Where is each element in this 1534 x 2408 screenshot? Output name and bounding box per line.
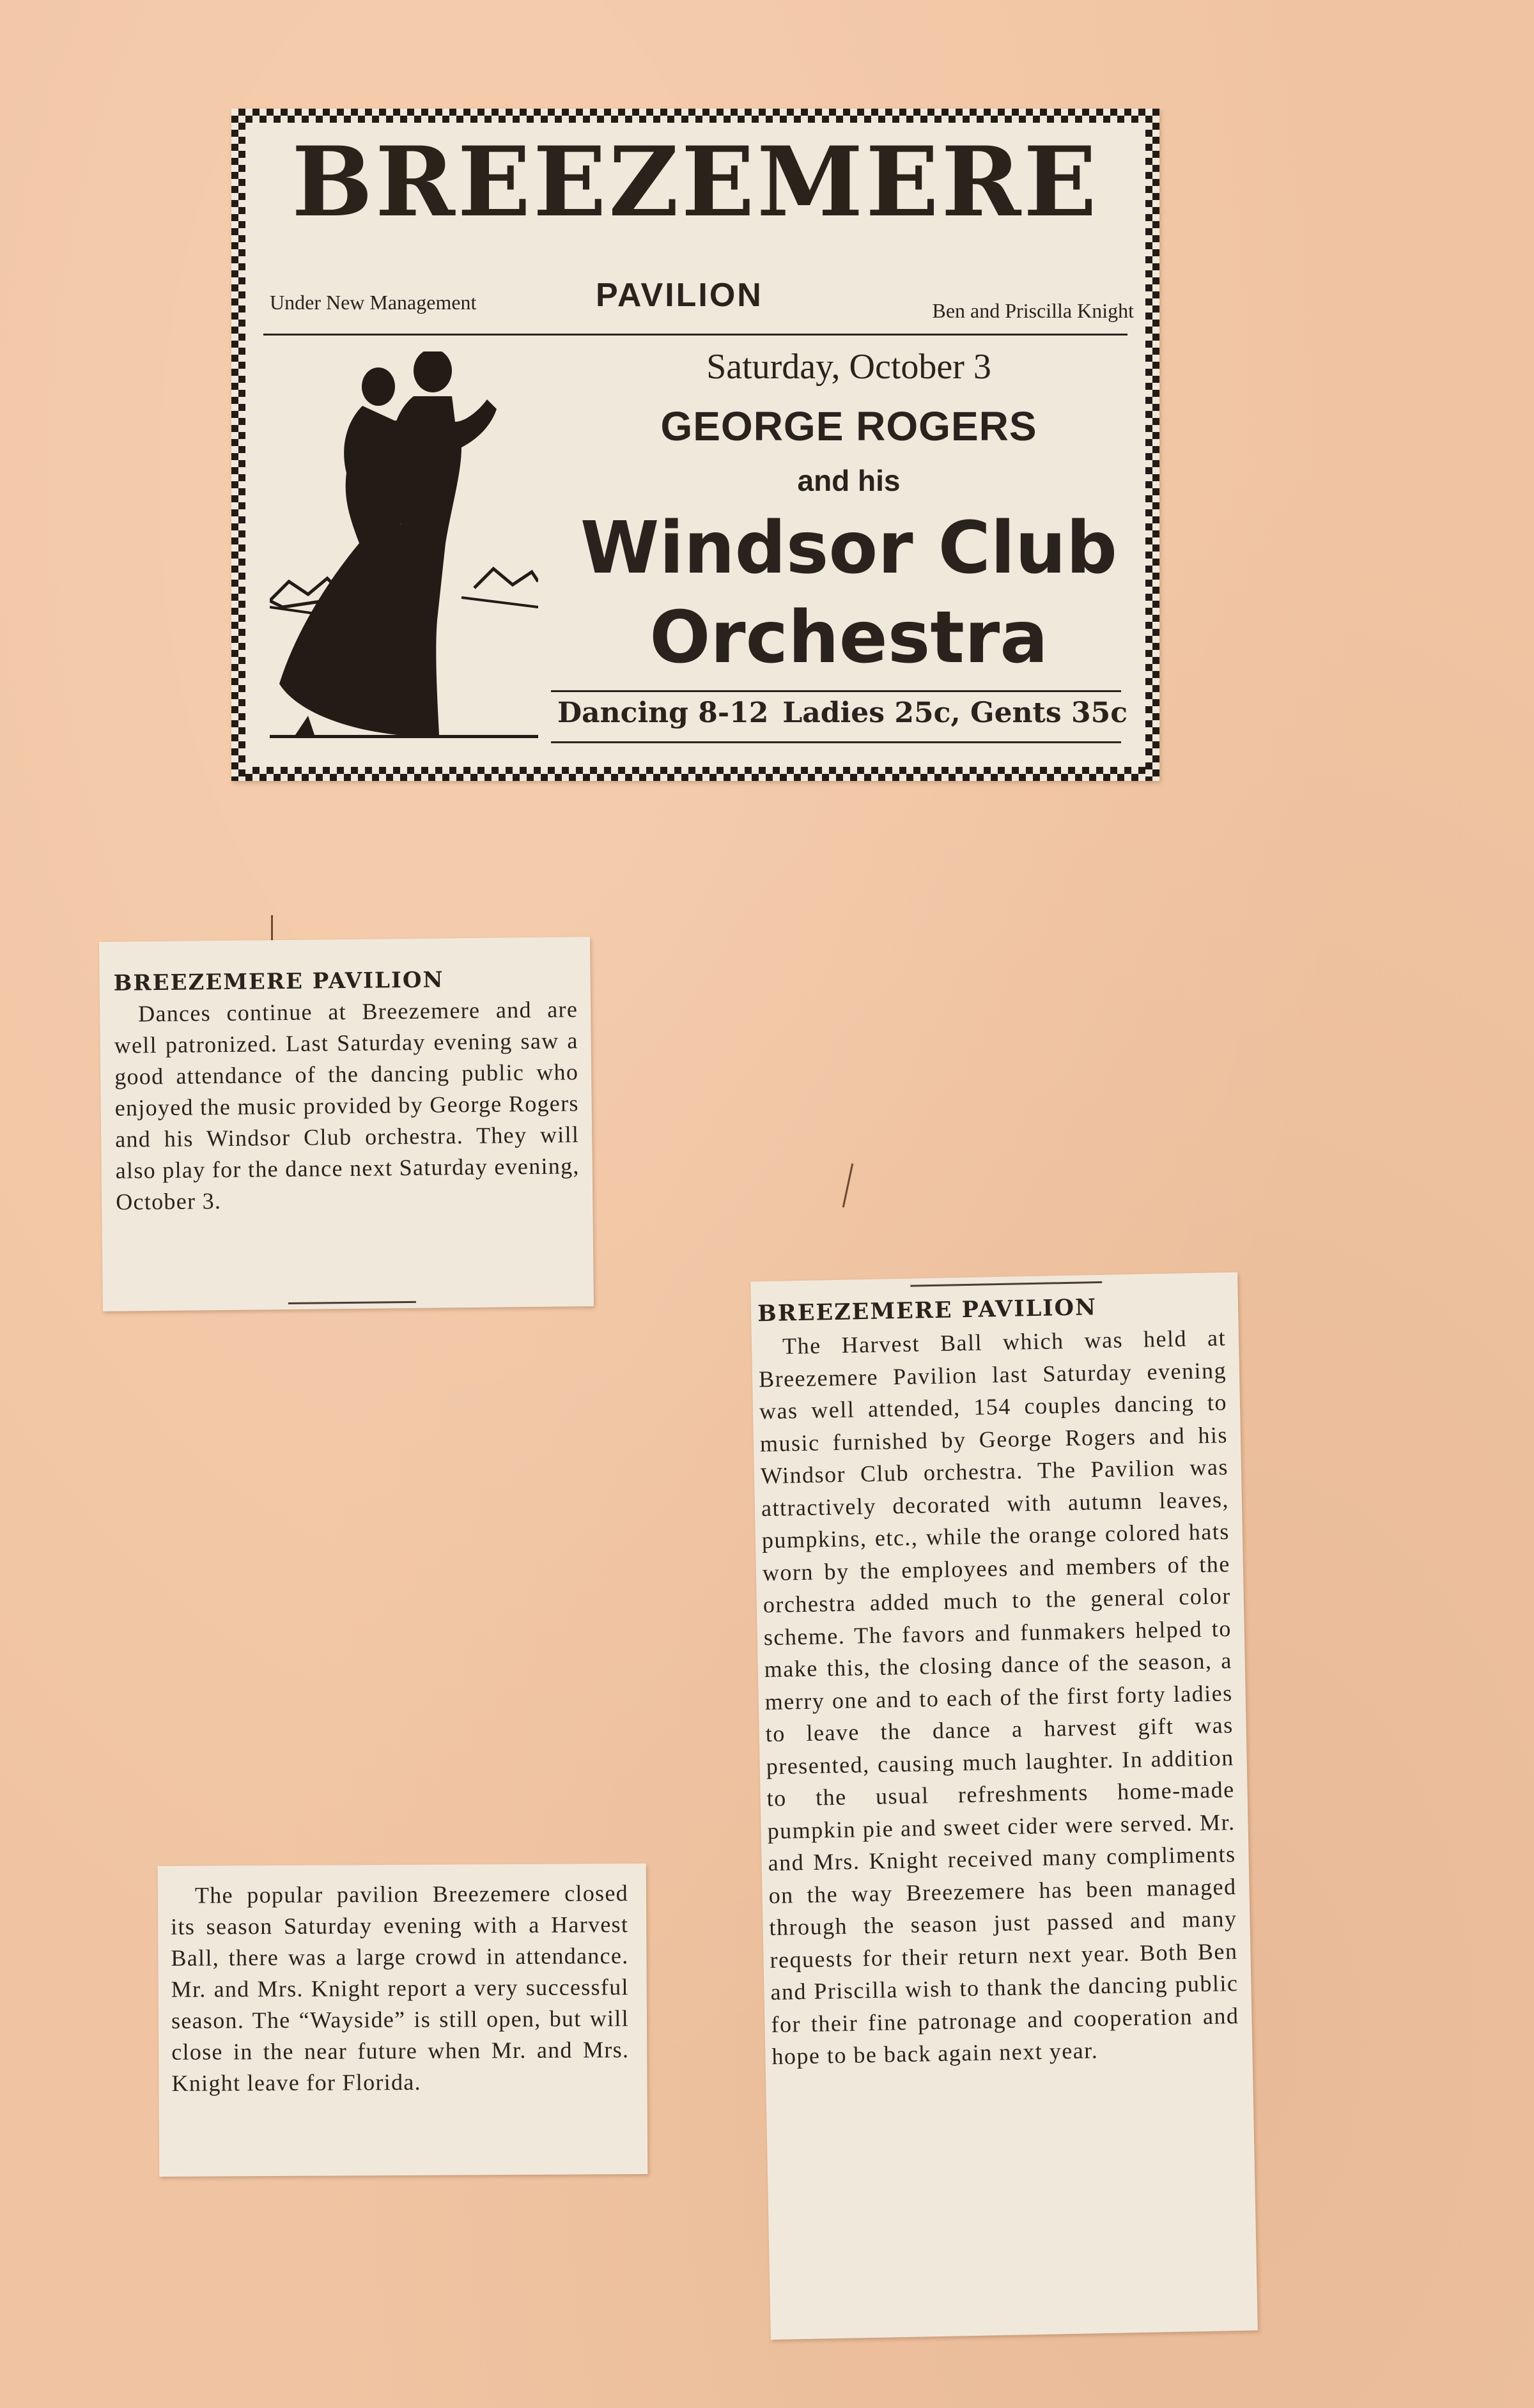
advertisement-content [231,109,1159,781]
clipping-text: The popular pavilion Breezemere closed its season Saturday evening with a Harvest Ball, there was a large crowd in attendance. Mr. and Mrs. Knight report a very successful season. The “Wayside” is still open, but will close in the near future when Mr. and Mrs. Knight leave for Florida. [171,1880,630,2096]
clipping-headline: BREEZEMERE PAVILION [757,1294,1097,1327]
ad-divider-lower [551,690,1121,692]
ad-hours: Dancing 8-12 [557,697,769,729]
breezemere-advertisement [231,109,1159,781]
pencil-mark [271,915,273,942]
ad-divider-bottom [551,741,1121,743]
ad-divider [263,334,1127,336]
news-clipping-dances-continue [99,937,594,1311]
clipping-body [99,937,594,1311]
ad-management-note: Under New Management [270,291,477,314]
ad-orchestra-line-1: Windsor Club [580,507,1118,590]
clipping-text: The Harvest Ball which was held at Breezemere Pavilion last Saturday evening was well attended, 154 couples dancing to music furnished by George Rogers and his Windsor Club orchestra. The Pavilion was attractively decorated with autumn leaves, pumpkins, etc., while the orange colored hats worn by the employees and members of the orchestra added much to the general color scheme. The favors and funmakers helped to make this, the closing dance of the season, a merry one and to each of the first forty ladies to leave the dance a harvest gift was presented, causing much laughter. In addition to the usual refreshments home-made pumpkin pie and sweet cider were served. Mr. and Mrs. Knight received many compliments on the way Breezemere has been managed through the season just passed and many requests for their return next year. Both Ben and Priscilla wish to thank the dancing public for their fine patronage and cooperation and hope to be back again next year. [758,1325,1239,2070]
dancing-couple-silhouette-icon [270,351,538,748]
clipping-headline: BREEZEMERE PAVILION [113,967,444,996]
ad-date: Saturday, October 3 [706,347,991,387]
ad-orchestra-line-2: Orchestra [649,596,1048,679]
ad-owners: Ben and Priscilla Knight [932,299,1134,322]
clipping-text: Dances continue at Breezemere and are well patronized. Last Saturday evening saw a good attendance of the dancing public who enjoyed the music provided by George Rogers and his Windsor Club orchestra. They will also play for the dance next Saturday evening, October 3. [114,996,580,1215]
news-clipping-harvest-ball [750,1272,1258,2340]
ad-band-leader: GEORGE ROGERS [660,403,1037,449]
pencil-mark [842,1163,853,1207]
clipping-body [750,1272,1258,2340]
ad-and-his: and his [797,464,901,497]
clipping-body [158,1864,648,2177]
ad-prices: Ladies 25c, Gents 35c [782,697,1127,729]
ad-title: BREEZEMERE [291,126,1099,238]
news-clipping-season-closed [158,1864,648,2177]
ad-venue: PAVILION [596,277,763,314]
